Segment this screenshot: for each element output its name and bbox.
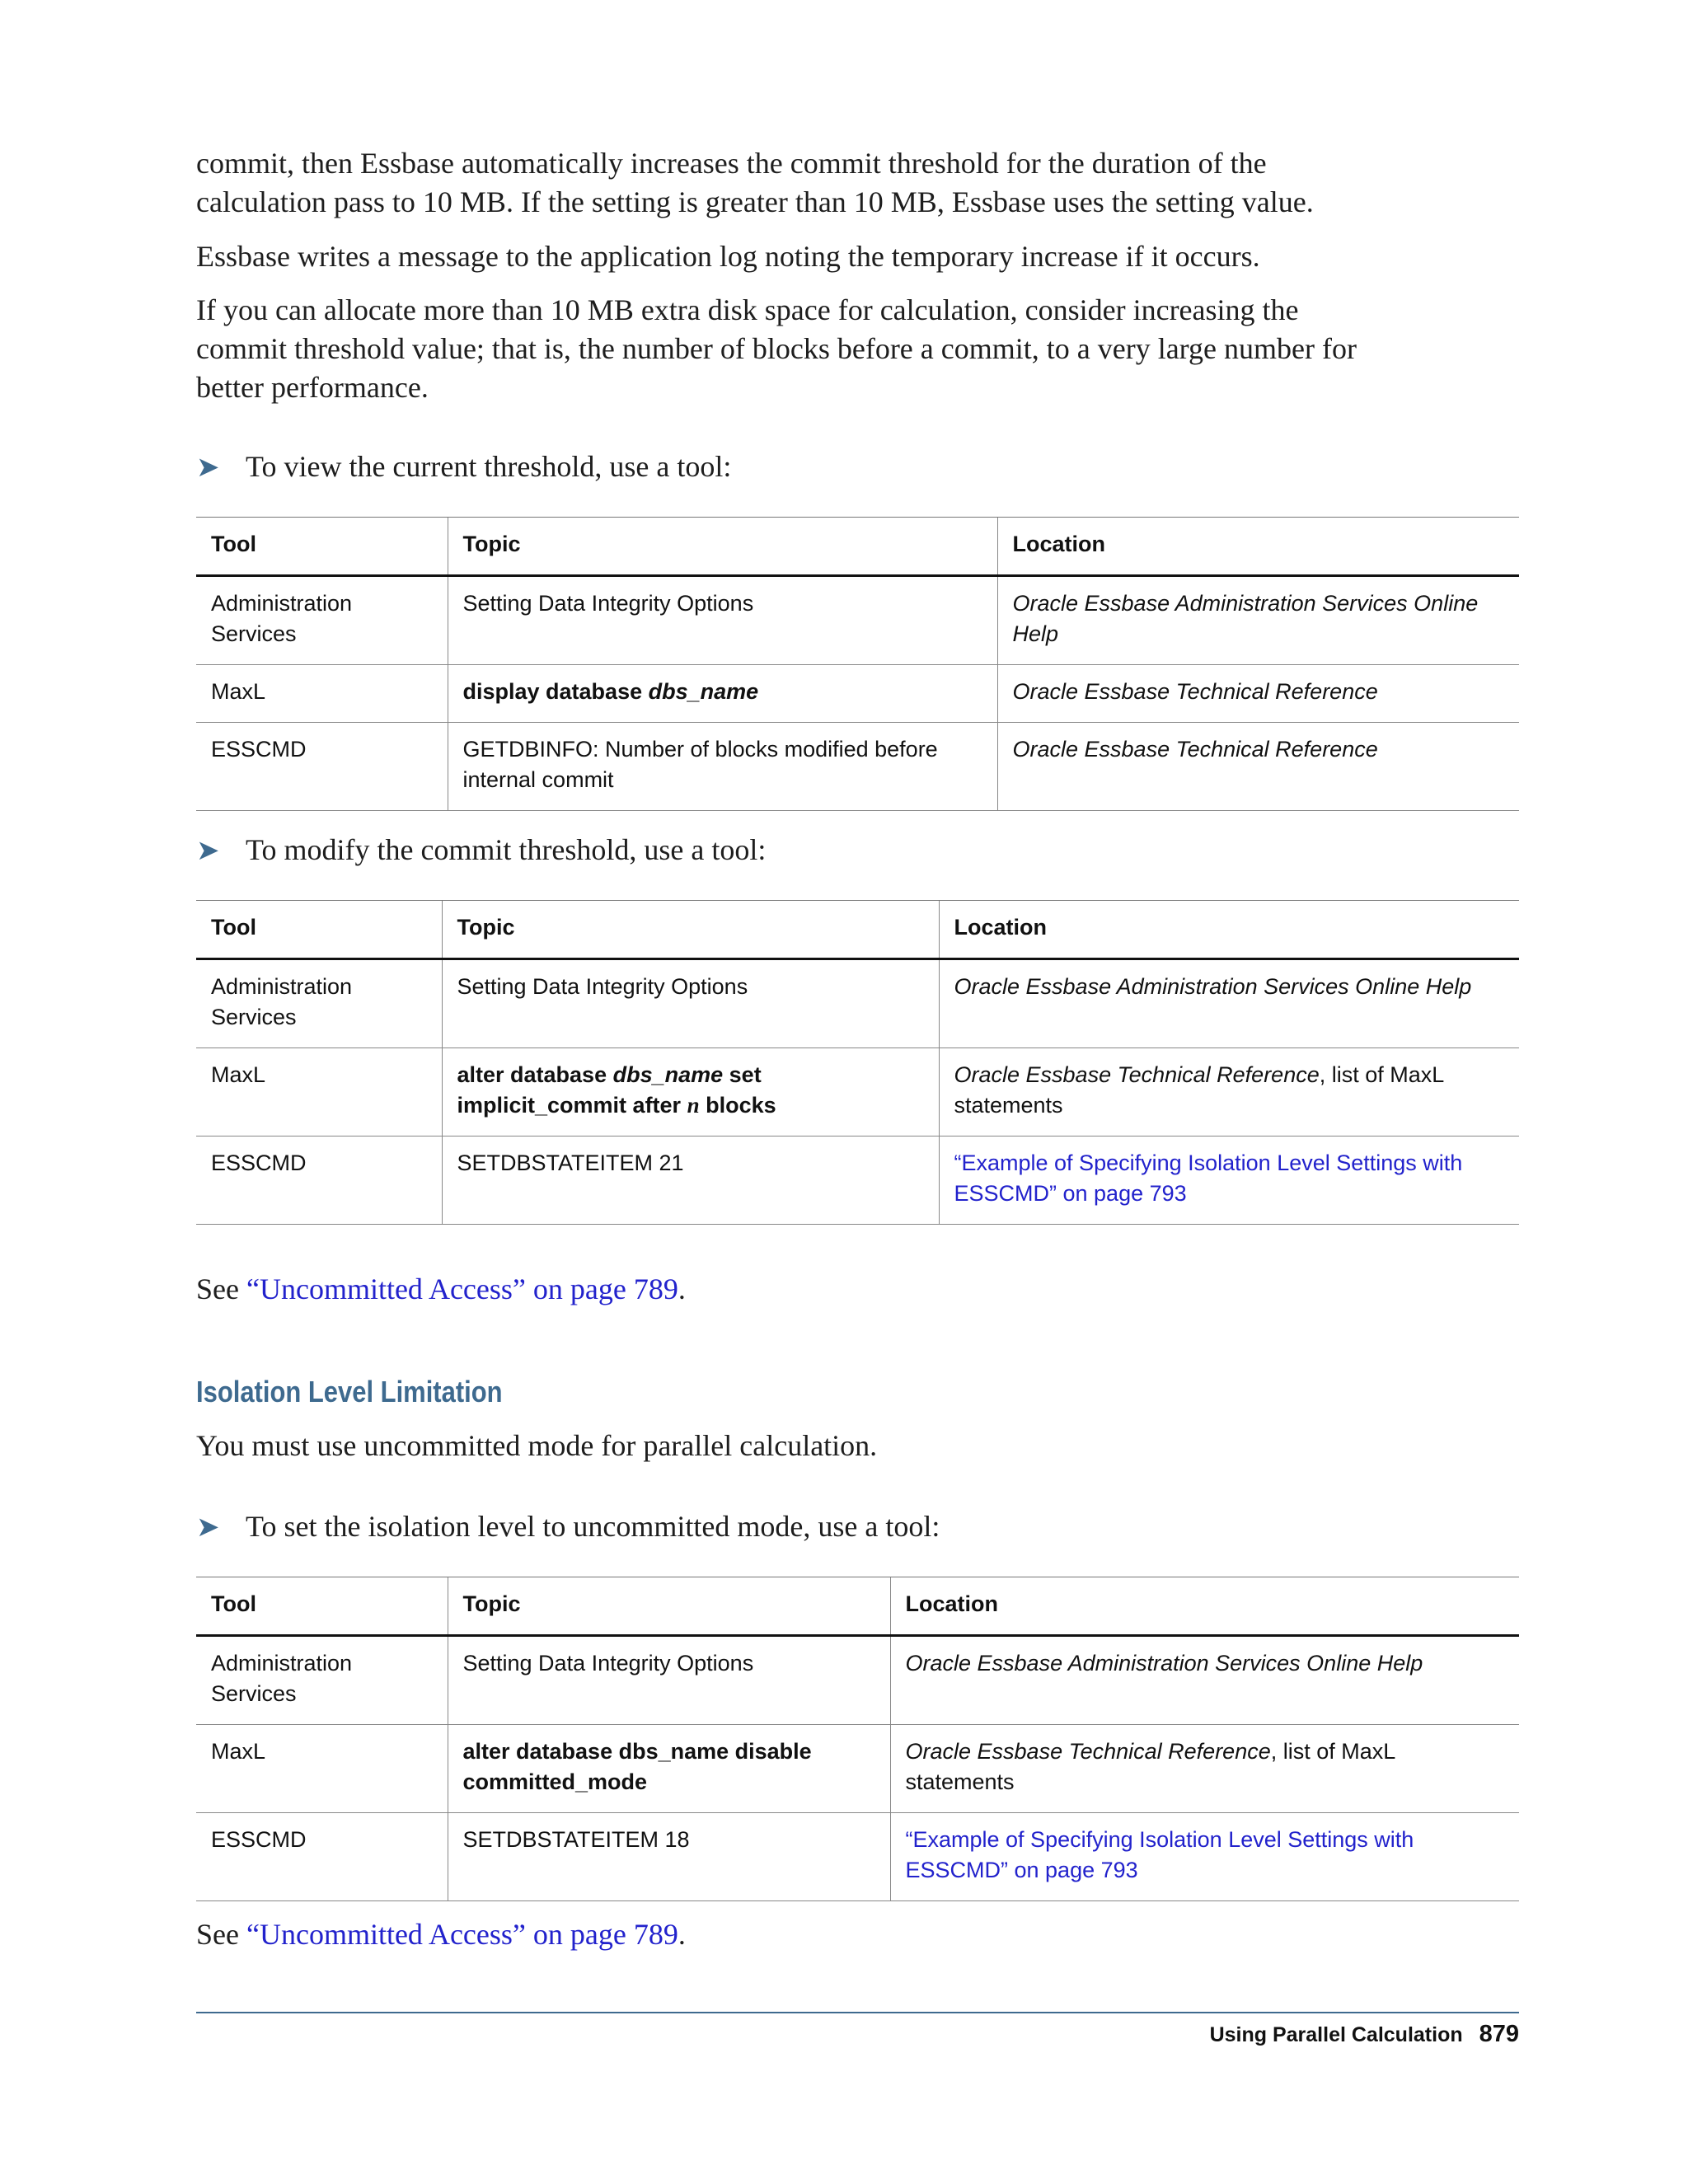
cell-tool: Administration Services bbox=[196, 1636, 448, 1725]
step-isolation-label: To set the isolation level to uncommitted mode, use a tool: bbox=[246, 1510, 940, 1543]
header-location: Location bbox=[939, 901, 1519, 959]
cell-location: Oracle Essbase Technical Reference bbox=[997, 665, 1519, 723]
cell-topic bbox=[448, 665, 997, 723]
cell-topic: alter database dbs_name disable committed_mode bbox=[448, 1725, 890, 1813]
table-header-row bbox=[196, 518, 1519, 576]
table-view-threshold bbox=[196, 517, 1519, 811]
step-view-threshold bbox=[196, 448, 731, 487]
topic-variable: dbs_name bbox=[612, 1062, 724, 1087]
cell-tool: MaxL bbox=[196, 665, 448, 723]
page-footer bbox=[1210, 2021, 1519, 2048]
see-reference bbox=[196, 1270, 686, 1309]
cell-location bbox=[939, 1048, 1519, 1137]
location-suffix: , list of MaxL statements bbox=[905, 1739, 1395, 1794]
topic-command: display database bbox=[462, 679, 649, 704]
cell-topic: SETDBSTATEITEM 21 bbox=[442, 1137, 939, 1225]
topic-n-variable: n bbox=[687, 1093, 700, 1118]
cell-topic: Setting Data Integrity Options bbox=[448, 576, 997, 665]
topic-variable: dbs_name bbox=[648, 679, 759, 704]
paragraph-uncommitted-mode: You must use uncommitted mode for parallel calculation. bbox=[196, 1429, 878, 1462]
header-topic: Topic bbox=[448, 1577, 890, 1636]
footer-divider bbox=[196, 2012, 1519, 2013]
table-row bbox=[196, 1048, 1519, 1137]
table-modify-threshold bbox=[196, 900, 1519, 1225]
header-tool: Tool bbox=[196, 518, 448, 576]
paragraph-disk-space: If you can allocate more than 10 MB extra disk space for calculation, consider increasing the commit threshold value; that is, the number of blocks before a commit, to a very large number for better performance. bbox=[196, 293, 1357, 404]
see-suffix: . bbox=[678, 1272, 686, 1305]
step-modify-threshold bbox=[196, 831, 766, 870]
header-tool: Tool bbox=[196, 901, 442, 959]
table-row bbox=[196, 1725, 1519, 1813]
cell-location: Oracle Essbase Administration Services Online Help bbox=[890, 1636, 1519, 1725]
cell-topic: Setting Data Integrity Options bbox=[442, 959, 939, 1048]
cell-tool: ESSCMD bbox=[196, 1137, 442, 1225]
table-row bbox=[196, 1137, 1519, 1225]
arrow-right-icon: ➤ bbox=[196, 1511, 220, 1544]
location-suffix: , list of MaxL statements bbox=[954, 1062, 1444, 1118]
cell-tool: Administration Services bbox=[196, 576, 448, 665]
cell-topic: SETDBSTATEITEM 18 bbox=[448, 1813, 890, 1901]
cell-location bbox=[890, 1725, 1519, 1813]
section-heading: Isolation Level Limitation bbox=[196, 1375, 503, 1408]
example-isolation-link[interactable]: “Example of Specifying Isolation Level Settings with ESSCMD” on page 793 bbox=[954, 1151, 1463, 1206]
uncommitted-access-link[interactable]: “Uncommitted Access” on page 789 bbox=[246, 1272, 678, 1305]
arrow-right-icon: ➤ bbox=[196, 451, 220, 484]
table-isolation-level bbox=[196, 1577, 1519, 1901]
see-prefix: See bbox=[196, 1272, 246, 1305]
arrow-right-icon: ➤ bbox=[196, 834, 220, 867]
see-reference bbox=[196, 1915, 686, 1954]
cell-tool: ESSCMD bbox=[196, 723, 448, 811]
header-topic: Topic bbox=[442, 901, 939, 959]
topic-command-a: alter database bbox=[457, 1062, 613, 1087]
header-location: Location bbox=[890, 1577, 1519, 1636]
see-suffix: . bbox=[678, 1918, 686, 1951]
step-view-label: To view the current threshold, use a tool: bbox=[246, 450, 732, 483]
topic-command-c: blocks bbox=[699, 1093, 776, 1118]
uncommitted-access-link[interactable]: “Uncommitted Access” on page 789 bbox=[246, 1918, 678, 1951]
cell-tool: MaxL bbox=[196, 1048, 442, 1137]
example-isolation-link[interactable]: “Example of Specifying Isolation Level Settings with ESSCMD” on page 793 bbox=[905, 1827, 1414, 1882]
cell-location: Oracle Essbase Administration Services Online Help bbox=[939, 959, 1519, 1048]
page-number: 879 bbox=[1479, 2021, 1519, 2047]
cell-location: Oracle Essbase Administration Services Online Help bbox=[997, 576, 1519, 665]
location-title: Oracle Essbase Technical Reference bbox=[954, 1062, 1320, 1087]
table-row bbox=[196, 723, 1519, 811]
cell-location bbox=[939, 1137, 1519, 1225]
header-location: Location bbox=[997, 518, 1519, 576]
header-tool: Tool bbox=[196, 1577, 448, 1636]
table-row bbox=[196, 959, 1519, 1048]
cell-topic: Setting Data Integrity Options bbox=[448, 1636, 890, 1725]
paragraph-commit-threshold: commit, then Essbase automatically increases the commit threshold for the duration of the calculation pass to 10 MB. If the setting is greater than 10 MB, Essbase uses the setting value. bbox=[196, 147, 1314, 218]
table-header-row bbox=[196, 1577, 1519, 1636]
cell-tool: MaxL bbox=[196, 1725, 448, 1813]
cell-tool: Administration Services bbox=[196, 959, 442, 1048]
header-topic: Topic bbox=[448, 518, 997, 576]
location-title: Oracle Essbase Technical Reference bbox=[905, 1739, 1271, 1764]
step-set-isolation bbox=[196, 1507, 940, 1547]
paragraph-application-log: Essbase writes a message to the application log noting the temporary increase if it occurs. bbox=[196, 240, 1260, 273]
topic-command-b: set implicit_commit after bbox=[457, 1062, 762, 1118]
table-row bbox=[196, 665, 1519, 723]
cell-topic: GETDBINFO: Number of blocks modified before internal commit bbox=[448, 723, 997, 811]
see-prefix: See bbox=[196, 1918, 246, 1951]
cell-tool: ESSCMD bbox=[196, 1813, 448, 1901]
table-row bbox=[196, 1636, 1519, 1725]
table-row bbox=[196, 576, 1519, 665]
step-modify-label: To modify the commit threshold, use a tool: bbox=[246, 833, 767, 866]
table-row bbox=[196, 1813, 1519, 1901]
footer-chapter-title: Using Parallel Calculation bbox=[1209, 2023, 1463, 2046]
cell-topic bbox=[442, 1048, 939, 1137]
cell-location bbox=[890, 1813, 1519, 1901]
cell-location: Oracle Essbase Technical Reference bbox=[997, 723, 1519, 811]
table-header-row bbox=[196, 901, 1519, 959]
